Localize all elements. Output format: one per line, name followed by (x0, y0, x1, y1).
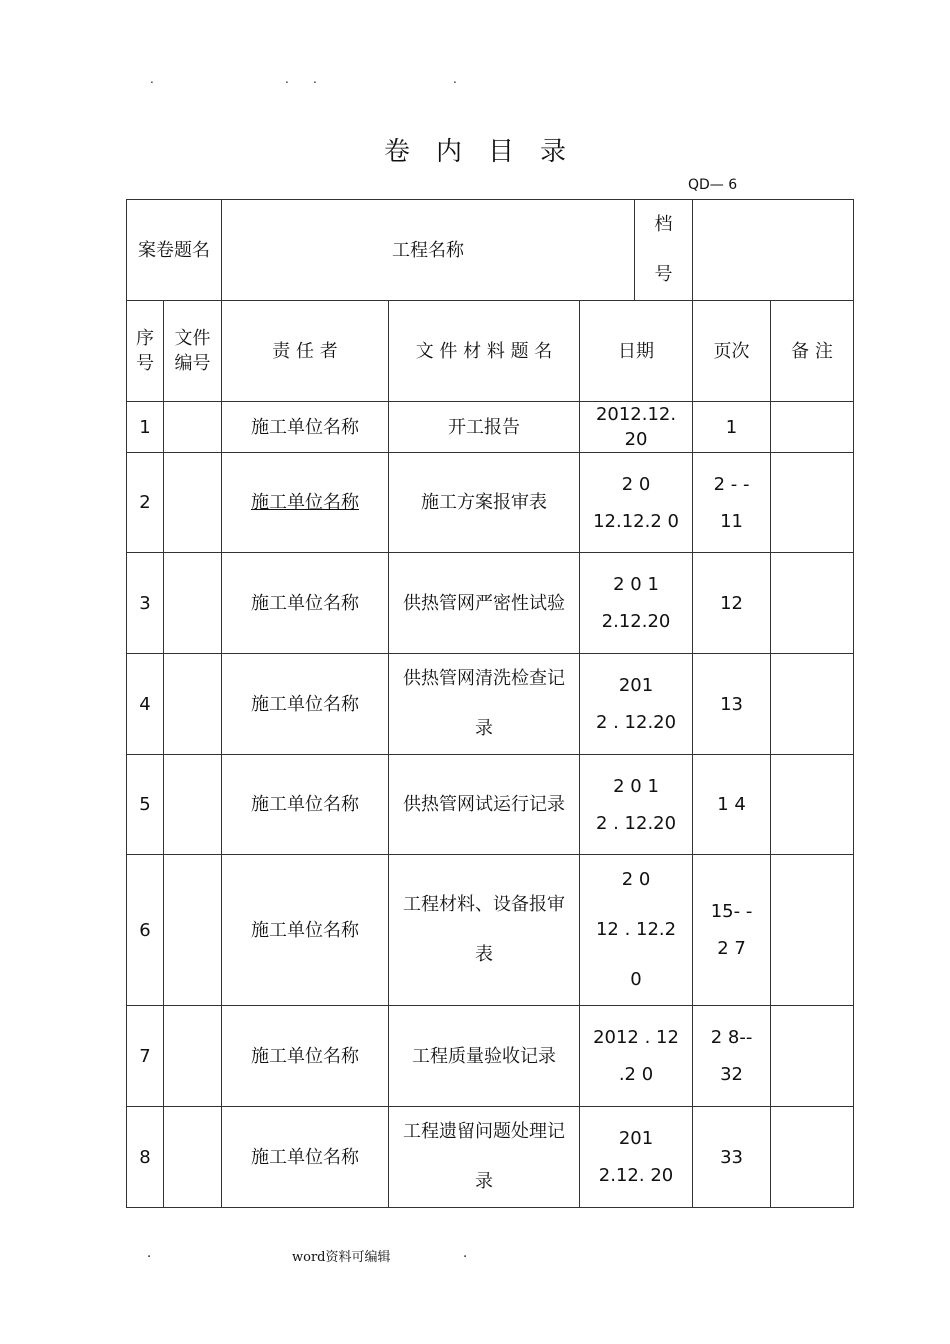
table-row (127, 654, 854, 755)
cell-pages: 2 - - 11 (693, 453, 771, 553)
cell-remarks (771, 755, 854, 855)
cell-pages: 13 (693, 654, 771, 755)
footer-dot-right: . (463, 1246, 468, 1261)
cell-remarks (771, 1006, 854, 1107)
header-responsible: 责 任 者 (222, 301, 389, 402)
cell-remarks (771, 453, 854, 553)
table-row (127, 553, 854, 654)
cell-remarks (771, 855, 854, 1006)
header-file-no-2: 编号 (174, 353, 211, 374)
cell-remarks (771, 553, 854, 654)
header-remarks: 备 注 (771, 301, 854, 402)
cell-pages: 2 8-- 32 (693, 1006, 771, 1107)
cell-seq: 5 (127, 755, 164, 855)
cell-seq: 7 (127, 1006, 164, 1107)
cell-material: 供热管网严密性试验 (389, 553, 580, 654)
header-file-no-1: 文件 (174, 328, 211, 349)
archive-label-1: 档 (654, 214, 673, 235)
cell-responsible: 施工单位名称 (222, 453, 389, 553)
header-file-no (164, 301, 222, 402)
table-row (127, 755, 854, 855)
cell-pages: 12 (693, 553, 771, 654)
cell-pages: 33 (693, 1107, 771, 1208)
cell-pages: 1 4 (693, 755, 771, 855)
cell-seq: 8 (127, 1107, 164, 1208)
header-date: 日期 (580, 301, 693, 402)
header-pages: 页次 (693, 301, 771, 402)
cell-responsible: 施工单位名称 (222, 1006, 389, 1107)
cell-seq: 1 (127, 402, 164, 453)
table-row (127, 855, 854, 1006)
header-seq (127, 301, 164, 402)
cell-file-no (164, 1107, 222, 1208)
cell-remarks (771, 1107, 854, 1208)
case-title-row (127, 200, 854, 301)
cell-seq: 3 (127, 553, 164, 654)
header-material: 文 件 材 料 题 名 (389, 301, 580, 402)
cell-material: 开工报告 (389, 402, 580, 453)
cell-seq: 4 (127, 654, 164, 755)
header-seq-2: 号 (136, 353, 154, 374)
cell-file-no (164, 755, 222, 855)
cell-responsible: 施工单位名称 (222, 553, 389, 654)
form-code: QD— 6 (688, 177, 738, 193)
column-header-row (127, 301, 854, 402)
cell-date: 2 0 12.12.2 0 (580, 453, 693, 553)
cell-responsible: 施工单位名称 (222, 402, 389, 453)
cell-date: 2012 . 12 .2 0 (580, 1006, 693, 1107)
directory-table (126, 199, 854, 1208)
cell-material: 施工方案报审表 (389, 453, 580, 553)
footer-dot-left: . (147, 1246, 152, 1261)
archive-label-2: 号 (654, 264, 673, 285)
cell-file-no (164, 1006, 222, 1107)
cell-file-no (164, 453, 222, 553)
cell-date: 201 2 . 12.20 (580, 654, 693, 755)
table-row (127, 1006, 854, 1107)
cell-material: 工程材料、设备报审 表 (389, 855, 580, 1006)
header-seq-1: 序 (136, 328, 154, 349)
cell-pages: 15- - 2 7 (693, 855, 771, 1006)
project-name-cell (222, 200, 693, 301)
cell-date: 2 0 1 2.12.20 (580, 553, 693, 654)
cell-seq: 6 (127, 855, 164, 1006)
header-dot: . (285, 72, 289, 86)
archive-number-value (693, 200, 854, 301)
cell-pages: 1 (693, 402, 771, 453)
cell-material: 供热管网试运行记录 (389, 755, 580, 855)
cell-seq: 2 (127, 453, 164, 553)
cell-material: 工程遗留问题处理记 录 (389, 1107, 580, 1208)
cell-remarks (771, 402, 854, 453)
header-dot: . (150, 72, 154, 86)
table-row (127, 453, 854, 553)
cell-date: 201 2.12. 20 (580, 1107, 693, 1208)
archive-number-label (635, 200, 693, 300)
cell-responsible: 施工单位名称 (222, 855, 389, 1006)
cell-file-no (164, 855, 222, 1006)
cell-remarks (771, 654, 854, 755)
cell-material: 工程质量验收记录 (389, 1006, 580, 1107)
cell-responsible: 施工单位名称 (222, 755, 389, 855)
cell-file-no (164, 553, 222, 654)
directory-rows (127, 402, 854, 1208)
cell-file-no (164, 654, 222, 755)
cell-file-no (164, 402, 222, 453)
cell-material: 供热管网清洗检查记 录 (389, 654, 580, 755)
case-title-label: 案卷题名 (127, 200, 222, 301)
cell-date: 2 0 1 2 . 12.20 (580, 755, 693, 855)
header-dot: . (313, 72, 317, 86)
footer-text: word资料可编辑 (292, 1250, 391, 1265)
cell-date: 2 0 12 . 12.2 0 (580, 855, 693, 1006)
cell-responsible: 施工单位名称 (222, 654, 389, 755)
table-row (127, 402, 854, 453)
page-title: 卷内目录 (383, 137, 592, 167)
cell-responsible: 施工单位名称 (222, 1107, 389, 1208)
project-name-label: 工程名称 (222, 200, 635, 300)
table-row (127, 1107, 854, 1208)
header-dot: . (453, 72, 457, 86)
cell-date: 2012.12. 20 (580, 402, 693, 453)
